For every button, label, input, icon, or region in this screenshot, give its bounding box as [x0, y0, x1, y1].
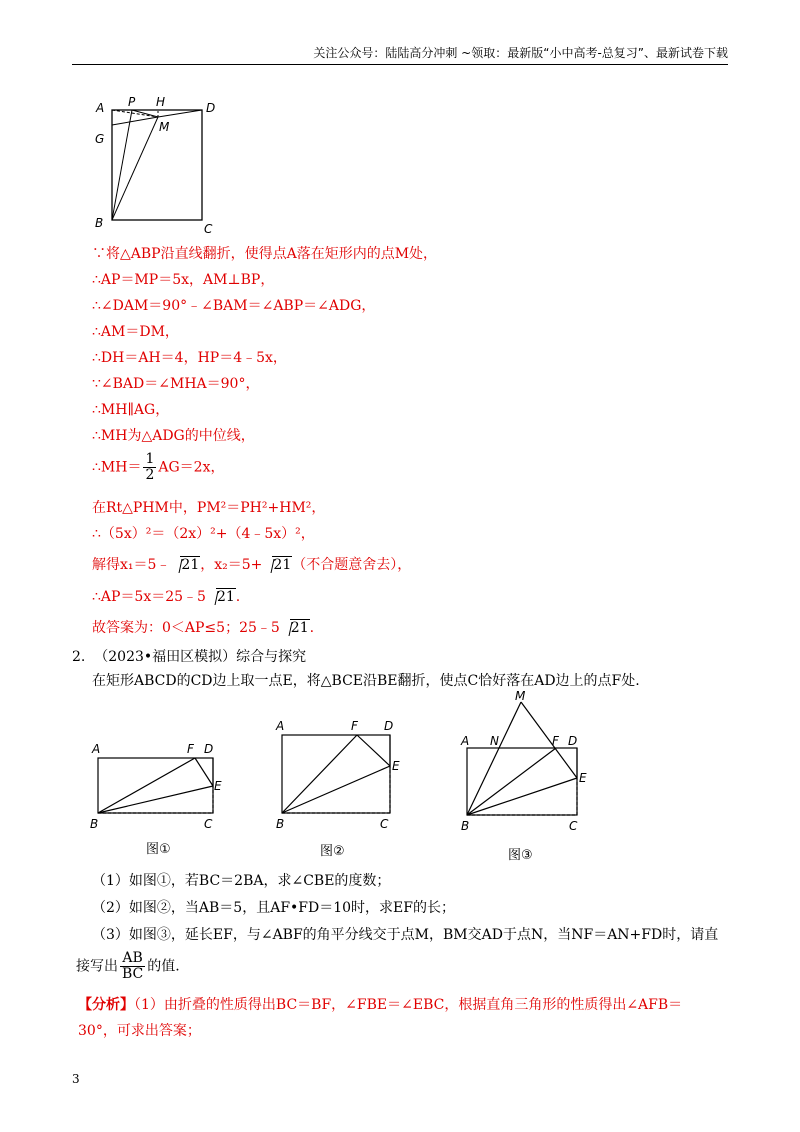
- solution-line-14: 故答案为：0＜AP≤5；25﹣5 21.: [92, 620, 315, 636]
- figure-rectangle-fold: [90, 95, 230, 235]
- svg-text:C: C: [569, 819, 578, 833]
- svg-text:F: F: [552, 734, 559, 748]
- svg-text:A: A: [92, 742, 101, 756]
- svg-text:B: B: [90, 817, 99, 831]
- svg-text:C: C: [204, 817, 213, 831]
- solution-line-3: ∴∠DAM＝90°﹣∠BAM＝∠ABP＝∠ADG，: [92, 298, 376, 314]
- svg-text:B: B: [276, 817, 285, 831]
- svg-text:D: D: [384, 719, 394, 733]
- solution-line-2: ∴AP＝MP＝5x，AM⊥BP，: [92, 272, 275, 288]
- fraction-half: $\frac{1}{2}$: [145, 451, 155, 483]
- solution-line-4: ∴AM＝DM，: [92, 324, 179, 340]
- solution-line-8: ∴MH为△ADG的中位线，: [92, 428, 255, 444]
- header-text: 关注公众号：陆陆高分冲刺 ~领取：最新版“小中高考-总复习”、最新试卷下载: [313, 46, 728, 60]
- figure-3: [455, 690, 595, 835]
- sqrt-21: 21: [262, 557, 292, 573]
- svg-text:E: E: [214, 779, 222, 793]
- question-2: （2）如图②，当AB＝5，且AF•FD＝10时，求EF的长；: [92, 900, 455, 916]
- label-C: C: [204, 222, 213, 235]
- solution-line-1: ∵将△ABP沿直线翻折，使得点A落在矩形内的点M处，: [92, 246, 438, 262]
- svg-text:C: C: [380, 817, 389, 831]
- solution-line-7: ∴MH∥AG，: [92, 402, 170, 418]
- solution-line-10: 在Rt△PHM中，PM²＝PH²+HM²，: [92, 500, 326, 516]
- svg-text:N: N: [490, 734, 499, 748]
- label-P: P: [128, 95, 136, 109]
- svg-text:A: A: [461, 734, 470, 748]
- svg-text:D: D: [568, 734, 578, 748]
- analysis-line-1: 【分析】（1）由折叠的性质得出BC＝BF，∠FBE＝∠EBC，根据直角三角形的性质得出∠AFB＝: [78, 997, 683, 1013]
- solution-line-6: ∵∠BAD＝∠MHA＝90°，: [92, 376, 260, 392]
- figure-1: [86, 740, 226, 835]
- figure-2: [270, 718, 410, 833]
- page-header: [72, 44, 728, 65]
- question-3-line-1: （3）如图③，延长EF，与∠ABF的角平分线交于点M，BM交AD于点N，当NF＝AN+FD时，请直: [92, 927, 719, 943]
- question-1: （1）如图①，若BC＝2BA，求∠CBE的度数；: [92, 873, 391, 889]
- fraction-ab-bc: $\frac{AB}{BC}$: [122, 950, 144, 982]
- svg-text:E: E: [392, 759, 400, 773]
- svg-text:F: F: [351, 719, 358, 733]
- problem-statement: 在矩形ABCD的CD边上取一点E，将△BCE沿BE翻折，使点C恰好落在AD边上的点F处.: [92, 673, 640, 689]
- svg-text:E: E: [579, 771, 587, 785]
- caption-fig-3: 图③: [508, 848, 533, 863]
- label-D: D: [206, 101, 216, 115]
- svg-text:D: D: [204, 742, 214, 756]
- label-G: G: [95, 132, 105, 146]
- sqrt-21: 21: [170, 557, 200, 573]
- question-3-line-2: 接写出 $\frac{AB}{BC}$ 的值.: [76, 950, 180, 982]
- caption-fig-2: 图②: [320, 844, 345, 859]
- solution-line-9: ∴MH＝ $\frac{1}{2}$ AG＝2x，: [92, 451, 225, 483]
- sqrt-21: 21: [206, 589, 236, 605]
- svg-text:M: M: [515, 690, 526, 703]
- label-M: M: [159, 120, 170, 134]
- sqrt-21: 21: [280, 620, 310, 636]
- label-B: B: [95, 216, 104, 230]
- caption-fig-1: 图①: [146, 842, 171, 857]
- analysis-line-2: 30°，可求出答案；: [78, 1023, 201, 1039]
- solution-line-13: ∴AP＝5x＝25﹣5 21.: [92, 589, 241, 605]
- svg-text:B: B: [461, 819, 470, 833]
- solution-line-5: ∴DH＝AH＝4，HP＝4﹣5x，: [92, 350, 287, 366]
- label-H: H: [156, 95, 166, 109]
- solution-line-11: ∴（5x）²＝（2x）²+（4﹣5x）²，: [92, 526, 315, 542]
- problem-heading: 2. （2023•福田区模拟）综合与探究: [72, 649, 307, 665]
- label-A: A: [96, 101, 105, 115]
- solution-line-12: 解得x₁＝5﹣ 21，x₂＝5+ 21（不合题意舍去），: [92, 557, 412, 573]
- svg-text:F: F: [187, 742, 194, 756]
- svg-text:A: A: [276, 719, 285, 733]
- page-number: 3: [72, 1072, 80, 1086]
